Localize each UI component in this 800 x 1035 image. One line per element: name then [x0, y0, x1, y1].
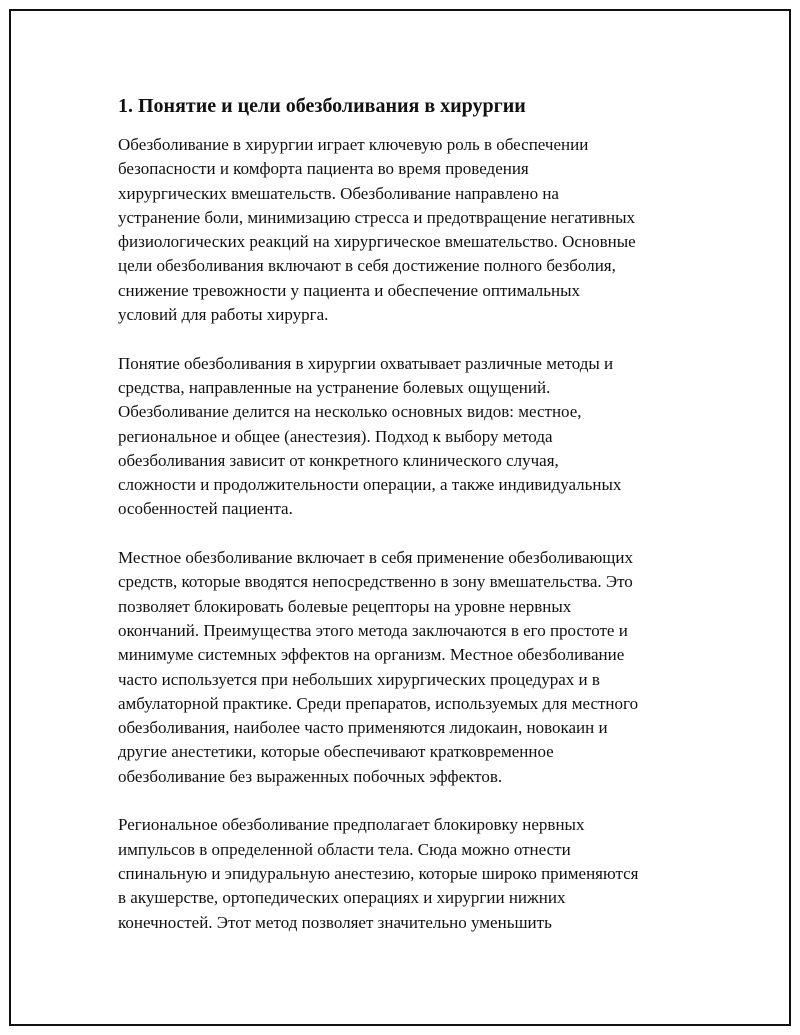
text-line: устранение боли, минимизацию стресса и предотвращение негативных [118, 207, 636, 227]
paragraph-4 [118, 813, 693, 934]
text-line: позволяет блокировать болевые рецепторы на уровне нервных [118, 596, 572, 616]
text-line: хирургических вмешательств. Обезболивание направлено на [118, 183, 559, 203]
text-line: средств, которые вводятся непосредственно в зону вмешательства. Это [118, 572, 633, 592]
text-line: окончаний. Преимущества этого метода заключаются в его простоте и [118, 620, 628, 640]
text-line: в акушерстве, ортопедических операциях и хирургии нижних [118, 888, 566, 908]
text-line: особенностей пациента. [118, 499, 293, 519]
text-line: обезболивание без выраженных побочных эффектов. [118, 766, 503, 786]
document-body [118, 92, 693, 959]
text-line: обезболивания зависит от конкретного клинического случая, [118, 450, 559, 470]
text-line: конечностей. Этот метод позволяет значительно уменьшить [118, 912, 552, 932]
text-line: амбулаторной практике. Среди препаратов, используемых для местного [118, 693, 639, 713]
text-line: цели обезболивания включают в себя достижение полного безболия, [118, 256, 616, 276]
text-line: спинальную и эпидуральную анестезию, которые широко применяются [118, 863, 639, 883]
text-line: снижение тревожности у пациента и обеспечение оптимальных [118, 280, 581, 300]
text-line: сложности и продолжительности операции, а также индивидуальных [118, 475, 622, 495]
text-line: Обезболивание делится на несколько основных видов: местное, [118, 402, 582, 422]
text-line: Обезболивание в хирургии играет ключевую роль в обеспечении [118, 135, 589, 154]
paragraph-1 [118, 133, 693, 327]
paragraph-2 [118, 352, 693, 522]
text-line: минимуме системных эффектов на организм. Местное обезболивание [118, 645, 625, 665]
section-heading: 1. Понятие и цели обезболивания в хирургии [118, 95, 526, 117]
text-line: Региональное обезболивание предполагает блокировку нервных [118, 815, 585, 835]
text-line: условий для работы хирурга. [118, 305, 329, 325]
text-line: средства, направленные на устранение болевых ощущений. [118, 377, 551, 397]
text-line: импульсов в определенной области тела. Сюда можно отнести [118, 839, 571, 859]
text-line: другие анестетики, которые обеспечивают кратковременное [118, 742, 554, 762]
text-line: физиологических реакций на хирургическое вмешательство. Основные [118, 232, 636, 252]
text-line: безопасности и комфорта пациента во время проведения [118, 159, 529, 179]
text-line: обезболивания, наиболее часто применяются лидокаин, новокаин и [118, 718, 608, 738]
paragraph-3 [118, 546, 693, 789]
text-line: Понятие обезболивания в хирургии охватывает различные методы и [118, 353, 614, 373]
text-line: часто используется при небольших хирургических процедурах и в [118, 669, 600, 689]
text-line: Местное обезболивание включает в себя применение обезболивающих [118, 548, 633, 568]
text-line: региональное и общее (анестезия). Подход к выбору метода [118, 426, 553, 446]
